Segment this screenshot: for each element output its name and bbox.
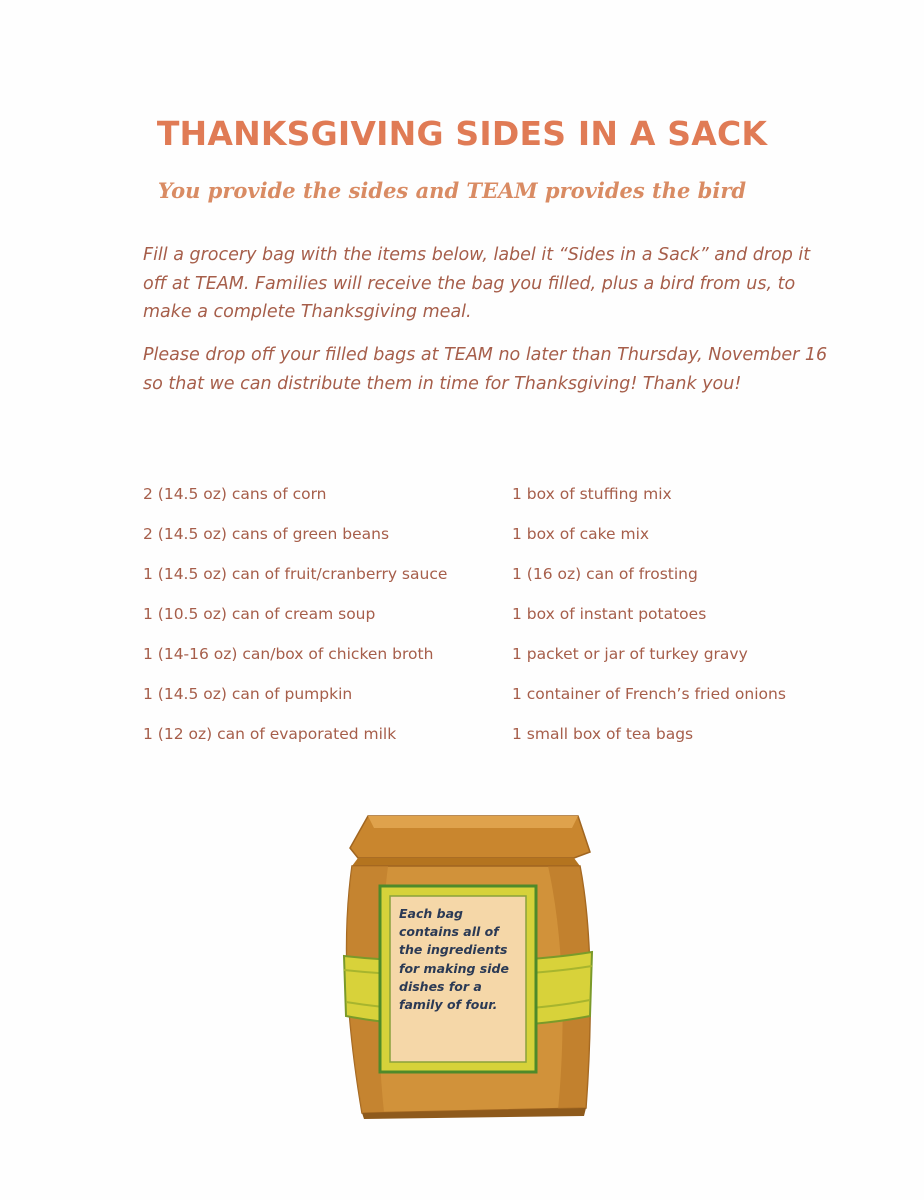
list-item: 1 (14.5 oz) can of pumpkin bbox=[143, 685, 353, 703]
list-item: 1 packet or jar of turkey gravy bbox=[512, 645, 748, 663]
intro-paragraph-instructions: Fill a grocery bag with the items below, label it “Sides in a Sack” and drop it off at TEAM. Families will receive the bag you filled, plus a bird from us, to make a complete Thanksgiving meal. bbox=[143, 245, 811, 322]
list-item: 2 (14.5 oz) cans of corn bbox=[143, 485, 327, 503]
list-item: 1 small box of tea bags bbox=[512, 725, 694, 743]
list-item: 1 (10.5 oz) can of cream soup bbox=[143, 605, 376, 623]
list-item: 1 box of cake mix bbox=[512, 525, 650, 543]
intro-paragraph-deadline: Please drop off your filled bags at TEAM no later than Thursday, November 16 so that we can distribute them in time for Thanksgiving! Thank you! bbox=[143, 345, 828, 394]
page-title: THANKSGIVING SIDES IN A SACK bbox=[156, 114, 768, 153]
items-list-left bbox=[143, 480, 447, 760]
list-item: 1 (14.5 oz) can of fruit/cranberry sauce bbox=[143, 565, 448, 583]
list-item: 1 box of stuffing mix bbox=[512, 485, 672, 503]
list-item: 1 (12 oz) can of evaporated milk bbox=[143, 725, 397, 743]
list-item: 2 (14.5 oz) cans of green beans bbox=[143, 525, 390, 543]
list-item: 1 box of instant potatoes bbox=[512, 605, 707, 623]
list-item: 1 (14-16 oz) can/box of chicken broth bbox=[143, 645, 434, 663]
sack-label-text: Each bag contains all of the ingredients for making side dishes for a family of four. bbox=[399, 906, 509, 1013]
page-subtitle: You provide the sides and TEAM provides the bird bbox=[157, 178, 747, 203]
list-item: 1 (16 oz) can of frosting bbox=[512, 565, 698, 583]
list-item: 1 container of French’s fried onions bbox=[512, 685, 786, 703]
items-list-right bbox=[512, 480, 786, 760]
